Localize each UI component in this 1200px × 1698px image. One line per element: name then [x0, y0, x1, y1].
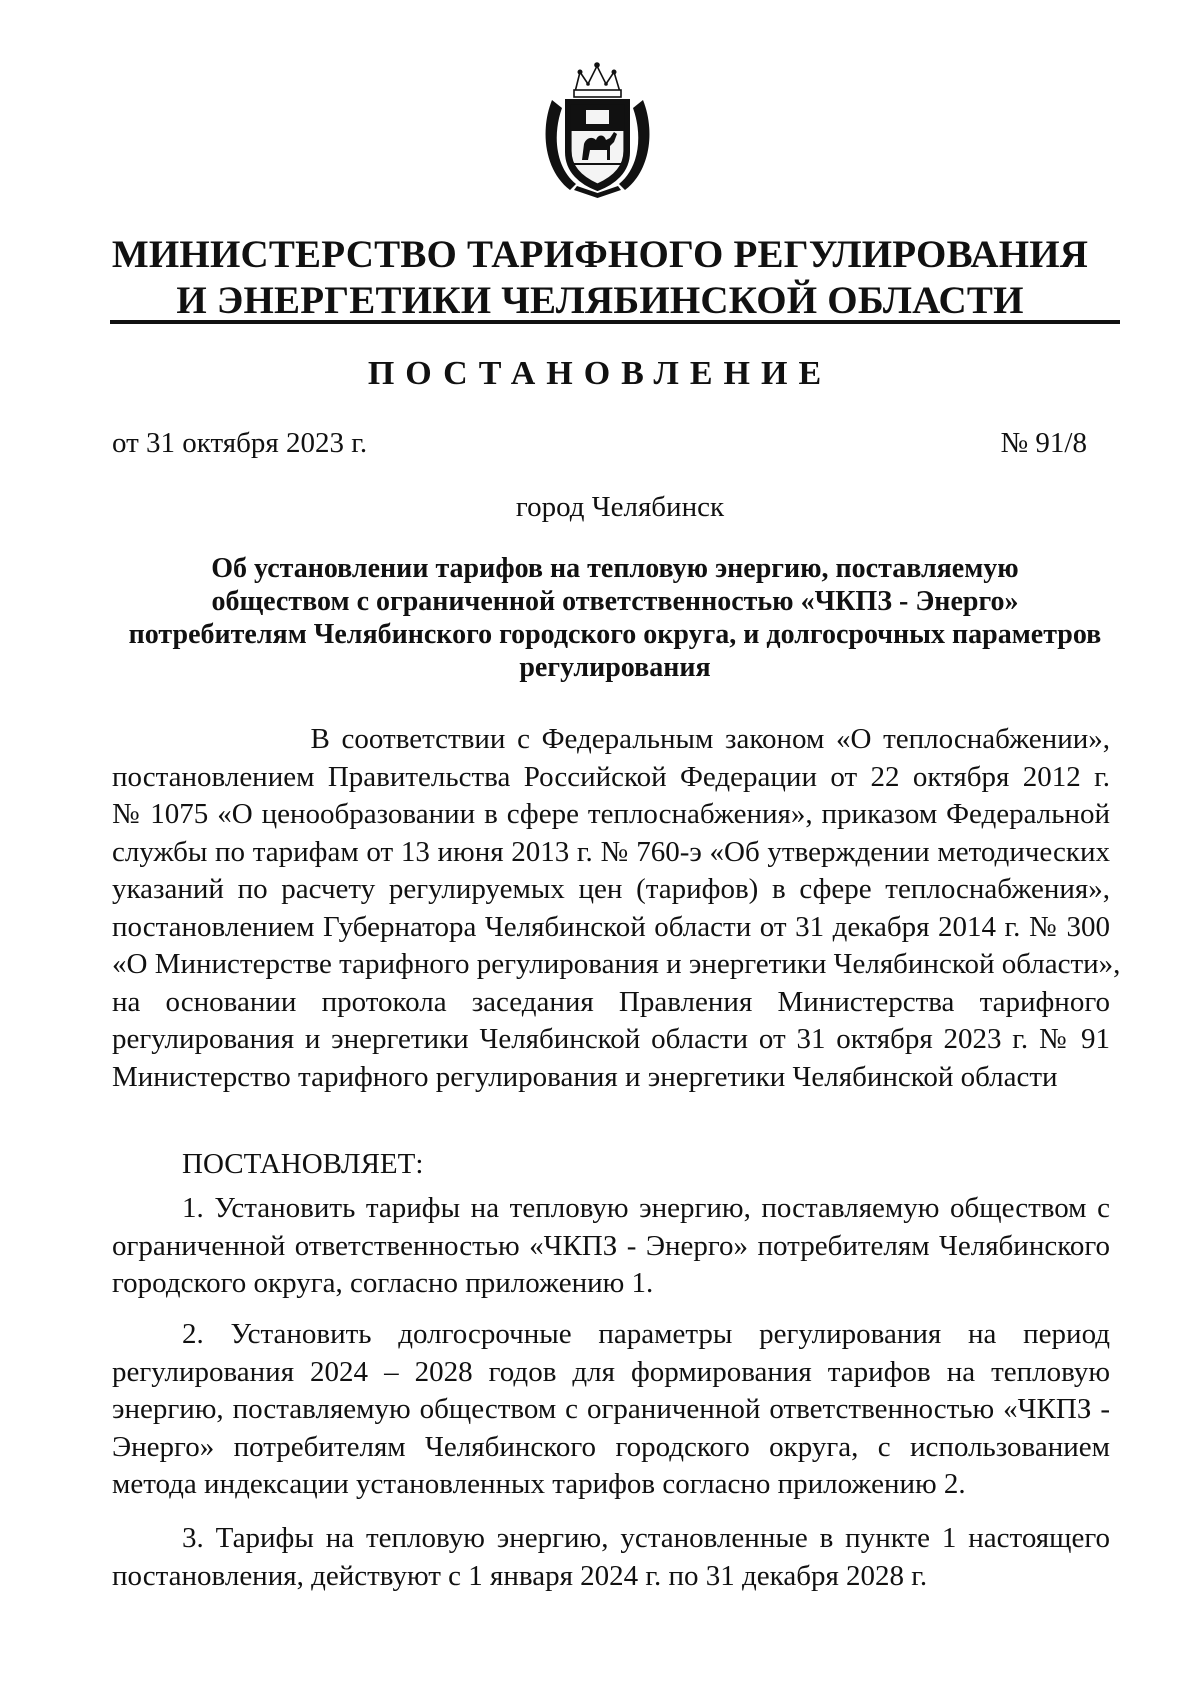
- subject-line-1: Об установлении тарифов на тепловую энергию, поставляемую: [211, 553, 1019, 584]
- preamble-line: В соответствии с Федеральным законом «О теплоснабжении»,: [112, 723, 1110, 755]
- subject-line-3: потребителям Челябинского городского округа, и долгосрочных параметров: [128, 619, 1102, 650]
- document-city: город Челябинск: [515, 491, 725, 523]
- preamble-paragraph: [112, 721, 1121, 1096]
- ministry-name-line-2: И ЭНЕРГЕТИКИ ЧЕЛЯБИНСКОЙ ОБЛАСТИ: [176, 279, 1024, 322]
- document-date: от 31 октября 2023 г.: [112, 427, 368, 459]
- decree-item-2: 2. Установить долгосрочные параметры регулирования на период регулирования 2024 – 2028 годов для формирования тарифов на тепловую энергию, поставляемую обществом с ограниченной ответственностью «ЧКПЗ - Энерго» потребителям Челябинского городского округа, с использованием метода индексации установленных тарифов согласно приложению 2.: [112, 1318, 1110, 1500]
- preamble-line: постановлением Губернатора Челябинской области от 31 декабря 2014 г. № 300: [112, 910, 1110, 943]
- document-number: № 91/8: [1000, 427, 1087, 459]
- subject-line-2: обществом с ограниченной ответственностью «ЧКПЗ - Энерго»: [211, 586, 1019, 617]
- header-divider: [110, 320, 1120, 324]
- preamble-line: «О Министерстве тарифного регулирования и энергетики Челябинской области»,: [112, 948, 1121, 980]
- preamble-line: № 1075 «О ценообразовании в сфере теплоснабжения», приказом Федеральной: [112, 798, 1110, 830]
- subject-line-4: регулирования: [519, 652, 711, 683]
- ministry-name-line-1: МИНИСТЕРСТВО ТАРИФНОГО РЕГУЛИРОВАНИЯ: [111, 233, 1089, 276]
- decree-word: ПОСТАНОВЛЯЕТ:: [182, 1148, 424, 1180]
- preamble-line: постановлением Правительства Российской Федерации от 22 октября 2012 г.: [112, 760, 1110, 793]
- ministry-name: [100, 232, 1100, 324]
- document-type: ПОСТАНОВЛЕНИЕ: [367, 355, 833, 392]
- preamble-line: Министерство тарифного регулирования и энергетики Челябинской области: [112, 1060, 1058, 1093]
- preamble-line: регулирования и энергетики Челябинской области от 31 октября 2023 г. № 91: [112, 1023, 1110, 1055]
- coat-of-arms-icon: [530, 60, 665, 200]
- preamble-line: службы по тарифам от 13 июня 2013 г. № 760-э «Об утверждении методических: [112, 835, 1110, 868]
- decree-item-3: 3. Тарифы на тепловую энергию, установленные в пункте 1 настоящего постановления, действуют с 1 января 2024 г. по 31 декабря 2028 г.: [112, 1522, 1110, 1592]
- preamble-line: указаний по расчету регулируемых цен (тарифов) в сфере теплоснабжения»,: [112, 873, 1110, 905]
- decree-item-1: 1. Установить тарифы на тепловую энергию, поставляемую обществом с ограниченной ответственностью «ЧКПЗ - Энерго» потребителям Челябинского городского округа, согласно приложению 1.: [112, 1192, 1110, 1299]
- document-subject: [110, 552, 1120, 684]
- preamble-line: на основании протокола заседания Правления Министерства тарифного: [112, 985, 1110, 1018]
